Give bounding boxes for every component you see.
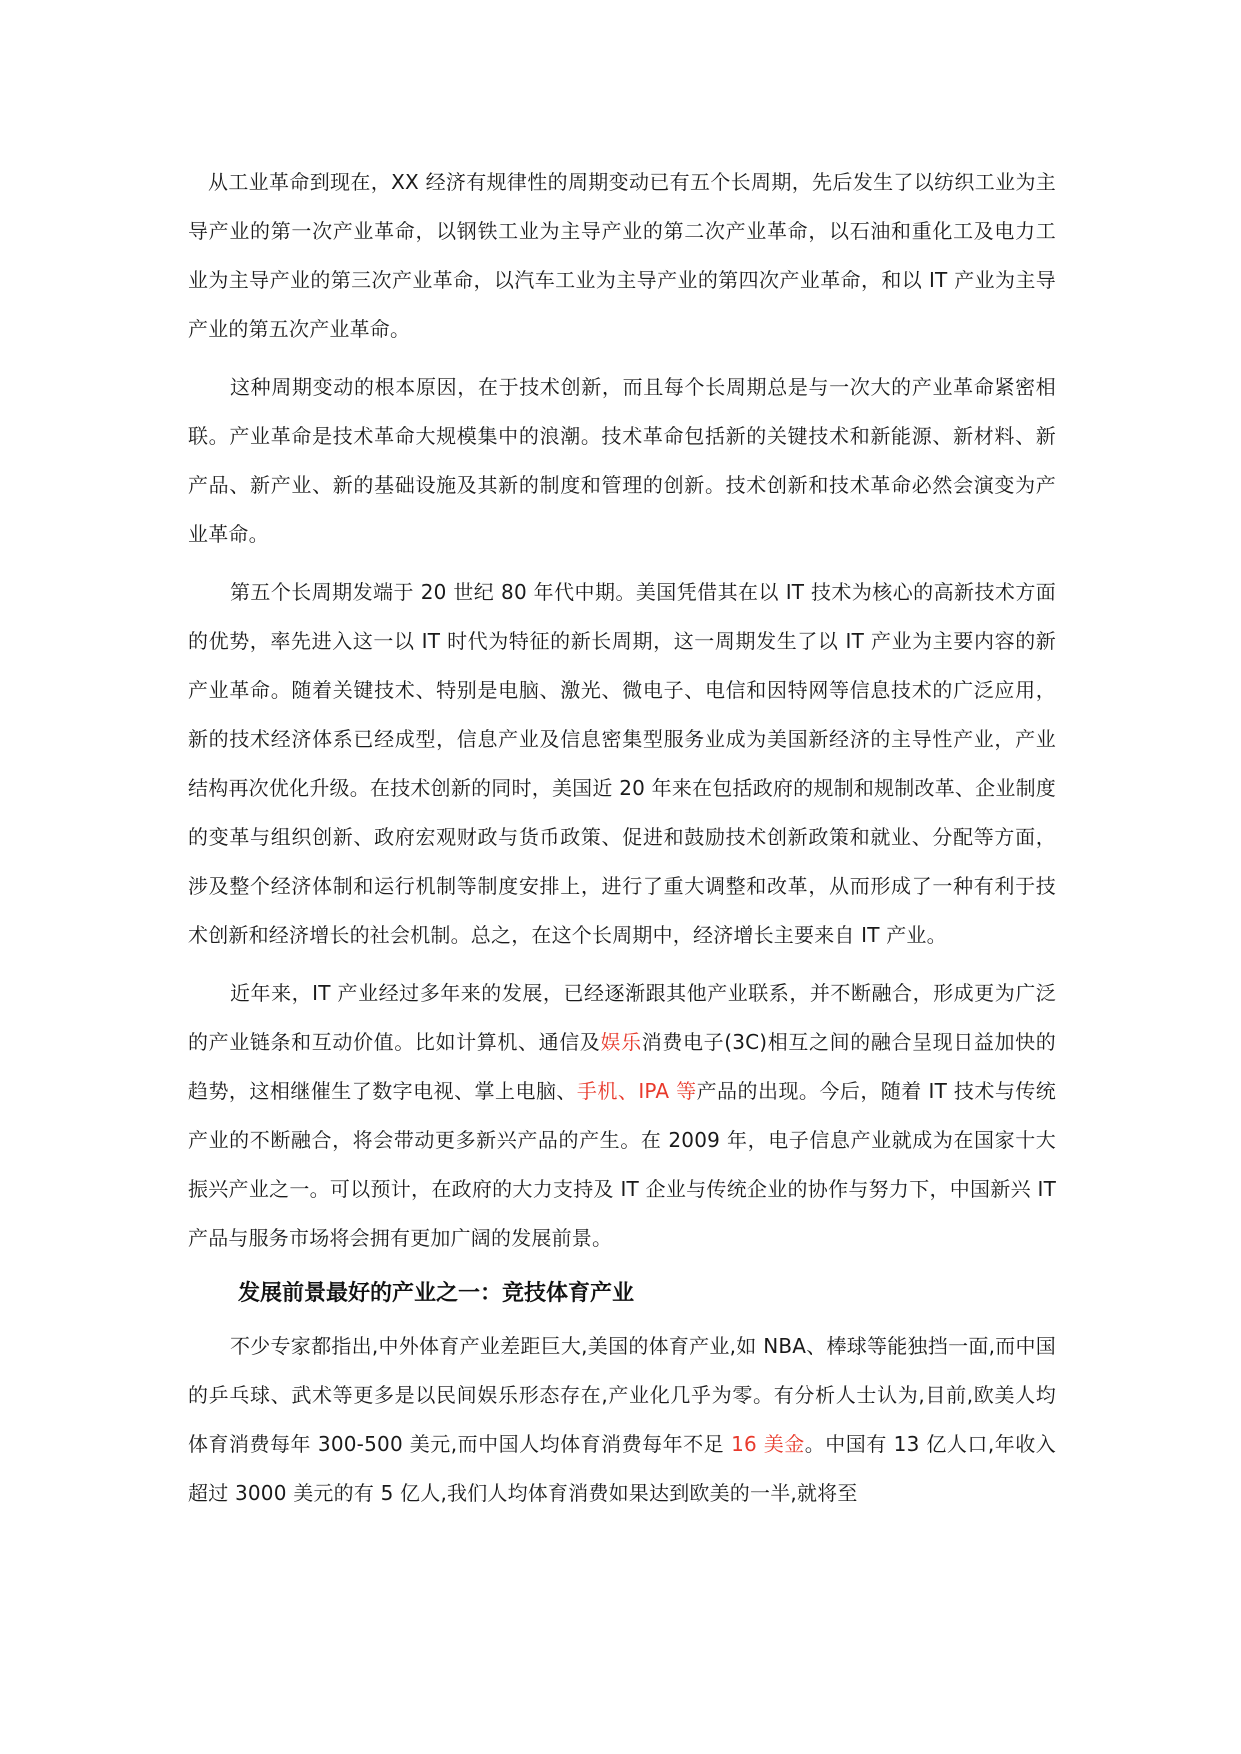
text-segment: 不少专家都指出,中外体育产业差距巨大,美国的体育产业,如 NBA、棒球等能独挡一面,而中国的乒乓球、武术等更多是以民间娱乐形态存在,产业化几乎为零。有分析人士认为,目前,欧美人均体育消费每年 300-500 美元,而中国人均体育消费每年不足 <box>188 1334 1056 1456</box>
link-ipa[interactable]: IPA 等 <box>638 1079 697 1103</box>
section-heading-sports-industry: 发展前景最好的产业之一：竞技体育产业 <box>238 1281 635 1306</box>
text-segment: 。中国有 13 亿人口,年收入超过 3000 美元的有 5 亿人,我们人均体育消费如果达到欧美的一半,就将至 <box>188 1432 1056 1505</box>
text-segment: 消费电子(3C)相互之间的融合呈现日益加快的趋势，这相继催生了数字电视、掌上电脑、 <box>188 1030 1056 1103</box>
document-page <box>188 158 1056 1527</box>
paragraph-sports-industry <box>188 1322 1056 1518</box>
paragraph-technology-innovation: 这种周期变动的根本原因，在于技术创新，而且每个长周期总是与一次大的产业革命紧密相联。产业革命是技术革命大规模集中的浪潮。技术革命包括新的关键技术和新能源、新材料、新产品、新产业、新的基础设施及其新的制度和管理的创新。技术创新和技术革命必然会演变为产业革命。 <box>188 375 1056 546</box>
paragraph-it-integration <box>188 969 1056 1263</box>
link-separator: 、 <box>617 1079 639 1103</box>
paragraph-fifth-cycle: 第五个长周期发端于 20 世纪 80 年代中期。美国凭借其在以 IT 技术为核心的高新技术方面的优势，率先进入这一以 IT 时代为特征的新长周期，这一周期发生了以 IT 产业为主要内容的新产业革命。随着关键技术、特别是电脑、激光、微电子、电信和因特网等信息技术的广泛应用，新的技术经济体系已经成型，信息产业及信息密集型服务业成为美国新经济的主导性产业，产业结构再次优化升级。在技术创新的同时，美国近 20 年来在包括政府的规制和规制改革、企业制度的变革与组织创新、政府宏观财政与货币政策、促进和鼓励技术创新政策和就业、分配等方面，涉及整个经济体制和运行机制等制度安排上，进行了重大调整和改革，从而形成了一种有利于技术创新和经济增长的社会机制。总之，在这个长周期中，经济增长主要来自 IT 产业。 <box>188 580 1056 947</box>
link-entertainment[interactable]: 娱乐 <box>600 1030 642 1054</box>
text-segment: 近年来，IT 产业经过多年来的发展，已经逐渐跟其他产业联系，并不断融合，形成更为广泛的产业链条和互动价值。比如计算机、通信及 <box>188 981 1056 1054</box>
text-segment: 产品的出现。今后，随着 IT 技术与传统产业的不断融合，将会带动更多新兴产品的产生。在 2009 年，电子信息产业就成为在国家十大振兴产业之一。可以预计，在政府的大力支持及 IT 企业与传统企业的协作与努力下，中国新兴 IT 产品与服务市场将会拥有更加广阔的发展前景。 <box>188 1079 1056 1250</box>
link-mobile-phone[interactable]: 手机 <box>576 1079 618 1103</box>
paragraph-industrial-revolutions: 从工业革命到现在，XX 经济有规律性的周期变动已有五个长周期，先后发生了以纺织工业为主导产业的第一次产业革命，以钢铁工业为主导产业的第二次产业革命，以石油和重化工及电力工业为主导产业的第三次产业革命，以汽车工业为主导产业的第四次产业革命，和以 IT 产业为主导产业的第五次产业革命。 <box>188 170 1056 341</box>
link-16-dollars[interactable]: 16 美金 <box>731 1432 805 1456</box>
